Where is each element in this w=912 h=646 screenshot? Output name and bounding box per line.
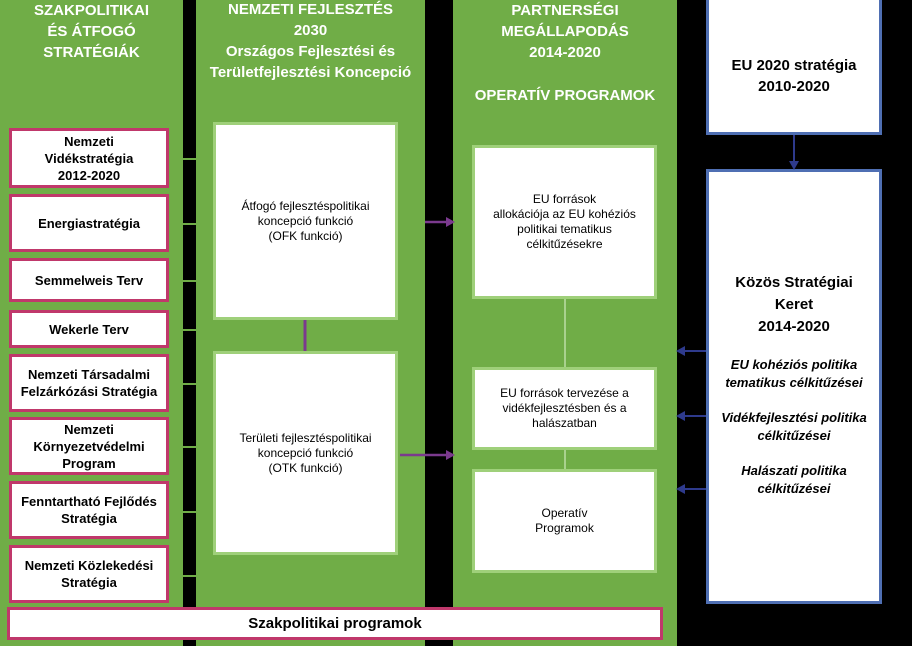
box-line: Nemzeti: [64, 133, 114, 149]
box-line: Operatív: [541, 506, 588, 520]
ksk-item-line: tematikus célkitűzései: [725, 375, 863, 390]
title-line: Területfejlesztési Koncepció: [209, 64, 412, 81]
box-line: koncepció funkció: [257, 445, 354, 460]
box-line: allokációja az EU kohéziós: [493, 207, 636, 221]
ksk-item-line: Halászati politika: [741, 463, 847, 478]
box-line: 2010-2020: [758, 77, 830, 95]
box-line: Program: [62, 455, 116, 471]
box-line: Energiastratégia: [38, 215, 140, 231]
title-line: NEMZETI FEJLESZTÉS: [227, 1, 393, 18]
box-line: Vidékstratégia: [44, 150, 134, 166]
arrow-ofk-to-pm-head: [446, 217, 455, 227]
bottom-bar-label: Szakpolitikai programok: [248, 615, 422, 632]
box-line: (OTK funkció): [268, 460, 343, 475]
ksk-title-line: 2014-2020: [758, 318, 830, 335]
box-line: EU források: [532, 192, 597, 206]
ksk-item-line: EU kohéziós politika: [730, 357, 858, 372]
box-line: Semmelweis Terv: [34, 272, 144, 288]
title-line: STRATÉGIÁK: [43, 44, 140, 61]
title-line: MEGÁLLAPODÁS: [501, 23, 629, 40]
title-line: 2030: [293, 22, 328, 39]
title-line: PARTNERSÉGI: [511, 2, 619, 19]
ksk-item-line: célkitűzései: [757, 428, 831, 443]
box-line: Nemzeti Társadalmi: [27, 367, 151, 382]
box-line: célkitűzésekre: [526, 237, 603, 251]
box-line: (OFK funkció): [268, 228, 343, 243]
ksk-item-line: Vidékfejlesztési politika: [721, 410, 867, 425]
title-line: 2014-2020: [529, 44, 601, 61]
box-line: Környezetvédelmi: [33, 438, 145, 454]
box-line: Felzárkózási Stratégia: [20, 384, 158, 399]
box-line: Programok: [535, 521, 594, 535]
ksk-item-line: célkitűzései: [757, 481, 831, 496]
box-line: Fenntartható Fejlődés: [21, 494, 157, 509]
box-line: Területi fejlesztéspolitikai: [239, 430, 372, 445]
arrow-ksk-to-pm-2-head: [676, 411, 685, 421]
box-line: koncepció funkció: [257, 213, 354, 228]
box-line: 2012-2020: [57, 167, 121, 183]
box-line: Nemzeti Közlekedési: [24, 558, 154, 573]
arrow-otk-to-pm-head: [446, 450, 455, 460]
ksk-title-line: Keret: [774, 296, 814, 313]
box-line: vidékfejlesztésben és a: [502, 401, 627, 415]
box-line: EU 2020 stratégia: [731, 56, 857, 74]
box-line: Stratégia: [61, 575, 117, 590]
arrow-eu2020-to-ksk-head: [789, 161, 799, 170]
title-line: ÉS ÁTFOGÓ: [47, 23, 136, 40]
box-line: halászatban: [532, 416, 597, 430]
title-line: SZAKPOLITIKAI: [34, 2, 149, 19]
box-line: Wekerle Terv: [49, 321, 129, 337]
box-line: Stratégia: [61, 511, 117, 526]
column-subtitle-operativ: OPERATÍV PROGRAMOK: [474, 87, 656, 104]
box-line: Átfogó fejlesztéspolitikai: [241, 198, 370, 213]
box-line: politikai tematikus: [517, 222, 612, 236]
title-line: Országos Fejlesztési és: [225, 43, 396, 60]
arrow-ksk-to-pm-3-head: [676, 484, 685, 494]
arrow-ksk-to-pm-1-head: [676, 346, 685, 356]
box-line: Nemzeti: [64, 421, 114, 437]
ksk-title-line: Közös Stratégiai: [735, 274, 853, 291]
box-line: EU források tervezése a: [500, 386, 629, 400]
